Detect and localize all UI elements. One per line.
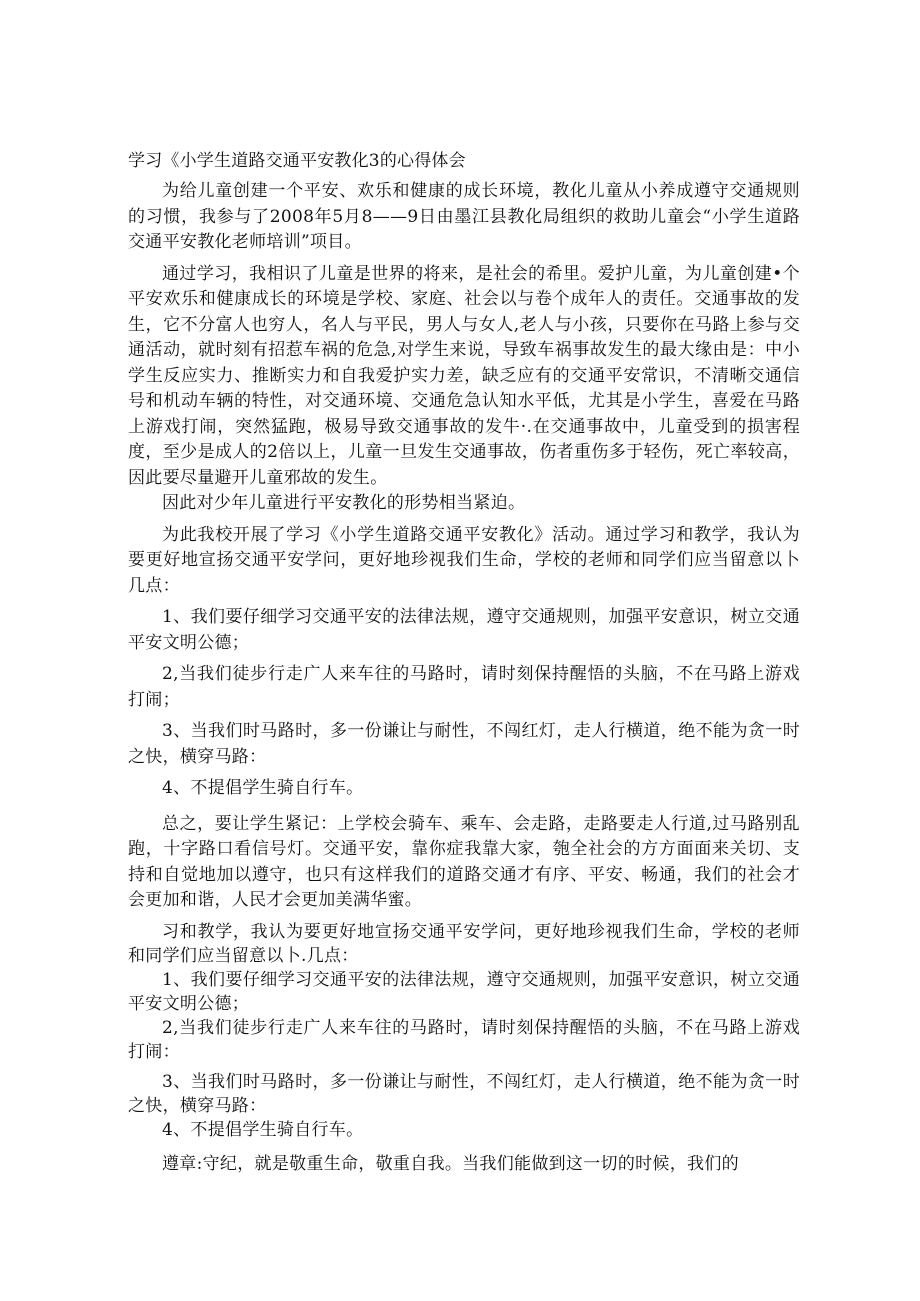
document-body — [128, 150, 800, 1177]
paragraph-intro: 为给儿童创建一个平安、欢乐和健康的成长环境，教化儿童从小养成遵守交通规则的习惯，我参与了2008年5月8——9日由墨江县教化局组织的救助儿童会“小学生道路交通平安教化老师培训”项目。 — [128, 181, 800, 252]
paragraph-urgency: 因此对少年儿童进行平安教化的形势相当紧迫。 — [162, 493, 526, 513]
list-item-4-repeat: 4、不提倡学生骑自行车。 — [162, 1119, 364, 1140]
paragraph-repeat: 习和教学，我认为要更好地宣扬交通平安学问，更好地珍视我们生命，学校的老师和同学们应当留意以卜.几点： — [128, 921, 800, 966]
paragraph-closing: 遵章:守纪，就是敬重生命，敬重自我。当我们能做到这一切的时候，我们的 — [162, 1153, 739, 1174]
list-item-3-repeat: 3、当我们时马路时，多一份谦让与耐性，不闯红灯，走人行横道，绝不能为贪一时之快，横穿马路： — [128, 1071, 800, 1116]
paragraph-summary: 总之，要让学生紧记：上学校会骑车、乘车、会走路，走路要走人行道,过马路别乱跑，十字路口看信号灯。交通平安，靠你症我靠大家，匏全社会的方方面面来关切、支持和自觉地加以遵守，也只有这样我们的道路交通才有序、平安、畅通，我们的社会才会更加和谐，人民才会更加美满华蜜。 — [128, 813, 800, 910]
paragraph-learning: 通过学习，我相识了儿童是世界的将来，是社会的希里。爱护儿童，为儿童创建•个平安欢乐和健康成长的环境是学校、家庭、社会以与卷个成年人的责任。交通事故的发生，它不分富人也穷人，名人与平民，男人与女人,老人与小孩，只要你在马路上参与交通活动，就时刻有招惹车祸的危急,对学生来说，导致车祸事故发生的最大缘由是：中小学生反应实力、推断实力和自我爱护实力差，缺乏应有的交通平安常识，不清晰交通信号和机动车辆的特性，对交通环境、交通危急认知水平低，尤其是小学生，喜爱在马路上游戏打闹，突然猛跑，极易导致交通事故的发牛·.在交通事故中，儿童受到的损害程度，至少是成人的2倍以上，儿童一旦发生交通事故，伤者重伤多于轻伤，死亡率较高，因此要尽量避开儿童邪故的发生。 — [128, 263, 800, 488]
list-item-1-repeat: 1、我们要仔细学习交通平安的法律法规，遵守交通规则，加强平安意识，树立交通平安文明公德； — [128, 969, 800, 1014]
list-item-3: 3、当我们时马路时，多一份谦让与耐性，不闯红灯，走人行横道，绝不能为贪一时之快，横穿马路： — [128, 721, 800, 767]
list-item-2-repeat: 2,当我们徒步行走广人来车往的马路时，请时刻保持醒悟的头脑，不在马路上游戏打闹： — [128, 1017, 800, 1062]
document-title: 学习《小学生道路交通平安教化3的心得体会 — [128, 151, 466, 171]
list-item-1: 1、我们要仔细学习交通平安的法律法规，遵守交通规则，加强平安意识，树立交通平安文明公德； — [128, 607, 800, 653]
list-item-4: 4、不提倡学生骑自行车。 — [162, 778, 364, 798]
paragraph-activity: 为此我校开展了学习《小学生道路交通平安教化》活动。通过学习和教学，我认为要更好地宣扬交通平安学问，更好地珍视我们生命，学校的老师和同学们应当留意以卜几点： — [128, 524, 800, 596]
list-item-2: 2,当我们徒步行走广人来车往的马路时，请时刻保持醒悟的头脑，不在马路上游戏打闹； — [128, 664, 800, 710]
